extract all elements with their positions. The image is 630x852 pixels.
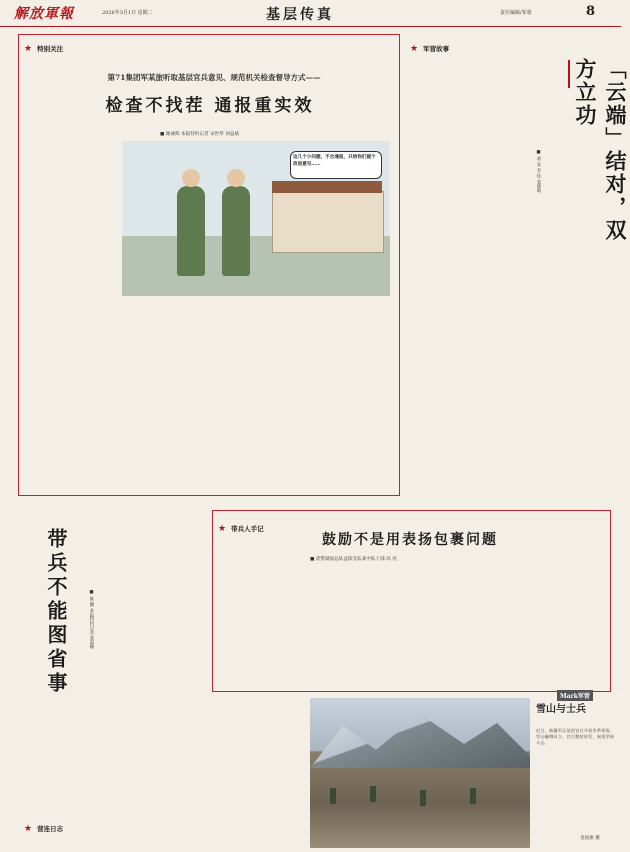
junying-vertical-title: 「云端」结对，双方立功 xyxy=(573,58,627,242)
star-icon: ★ xyxy=(24,824,33,834)
daibing-byline: ■ 陈 鹏 本报特约记者 张磊峰 xyxy=(89,590,94,649)
notes-column-1 xyxy=(218,565,310,683)
junying-byline: ■ 黄 安 李 佳 姜晓鸣 xyxy=(536,150,541,193)
daibing-column-1 xyxy=(112,500,204,810)
star-icon: ★ xyxy=(24,44,33,54)
section-title: 基层传真 xyxy=(266,7,334,23)
mark-credit: 金国惠 摄 xyxy=(580,836,600,841)
speech-bubble: 这几个小问题，不合通报，只给你们提个改进意见…… xyxy=(290,151,382,179)
mountain-photo xyxy=(310,698,530,848)
special-tag: ★ 特别关注 xyxy=(24,44,64,54)
mark-title: 雪山与士兵 xyxy=(536,704,586,715)
yingxun-tag: ★ 营连日志 xyxy=(24,824,64,834)
notes-column-3 xyxy=(414,565,506,683)
mark-tag: Mark军营 xyxy=(557,690,593,701)
page-number: 8 xyxy=(586,4,596,19)
notes-tag: ★ 带兵人手记 xyxy=(218,524,264,534)
illustration xyxy=(122,141,390,296)
daibing-column-top xyxy=(24,500,40,520)
special-byline: ■ 谢诚辉 本报特约记者 宋世华 刘益斌 xyxy=(160,132,240,137)
notes-byline: ■ 武警湖南总队益阳支队某中队干部 高 亮 xyxy=(310,557,397,562)
star-icon: ★ xyxy=(410,44,419,54)
editor-credit: 责任编辑/邹蓉 xyxy=(500,10,532,16)
yingxun-text xyxy=(24,828,204,850)
special-column-3 xyxy=(212,300,298,488)
notes-column-2 xyxy=(316,565,408,683)
junying-column-1 xyxy=(410,52,502,492)
special-column-4 xyxy=(302,300,390,488)
special-column-2 xyxy=(122,300,208,488)
star-icon: ★ xyxy=(218,524,227,534)
junying-column-2 xyxy=(508,240,608,492)
mark-caption: 近日，新疆军区某团官兵开展冬季训练，雪山巍峨耸立，官兵整装待发，展现昂扬斗志。 xyxy=(536,728,614,746)
page-header xyxy=(0,0,621,27)
special-subtitle: 第71集团军某旅听取基层官兵意见、规范机关检查督导方式—— xyxy=(107,73,321,82)
bottom-column-1 xyxy=(212,698,304,846)
special-headline: 检查不找茬 通报重实效 xyxy=(105,96,315,116)
issue-date: 2026年3月1日 星期二 xyxy=(102,10,153,16)
special-column-1 xyxy=(24,145,116,487)
notes-column-4 xyxy=(512,565,604,683)
notes-headline: 鼓励不是用表扬包裹问题 xyxy=(322,532,498,548)
junying-tag: ★ 军营故事 xyxy=(410,44,450,54)
masthead: 解放軍報 xyxy=(14,6,74,22)
accent-bar xyxy=(568,60,570,88)
daibing-vertical-title: 带兵不能图省事 xyxy=(44,528,68,696)
